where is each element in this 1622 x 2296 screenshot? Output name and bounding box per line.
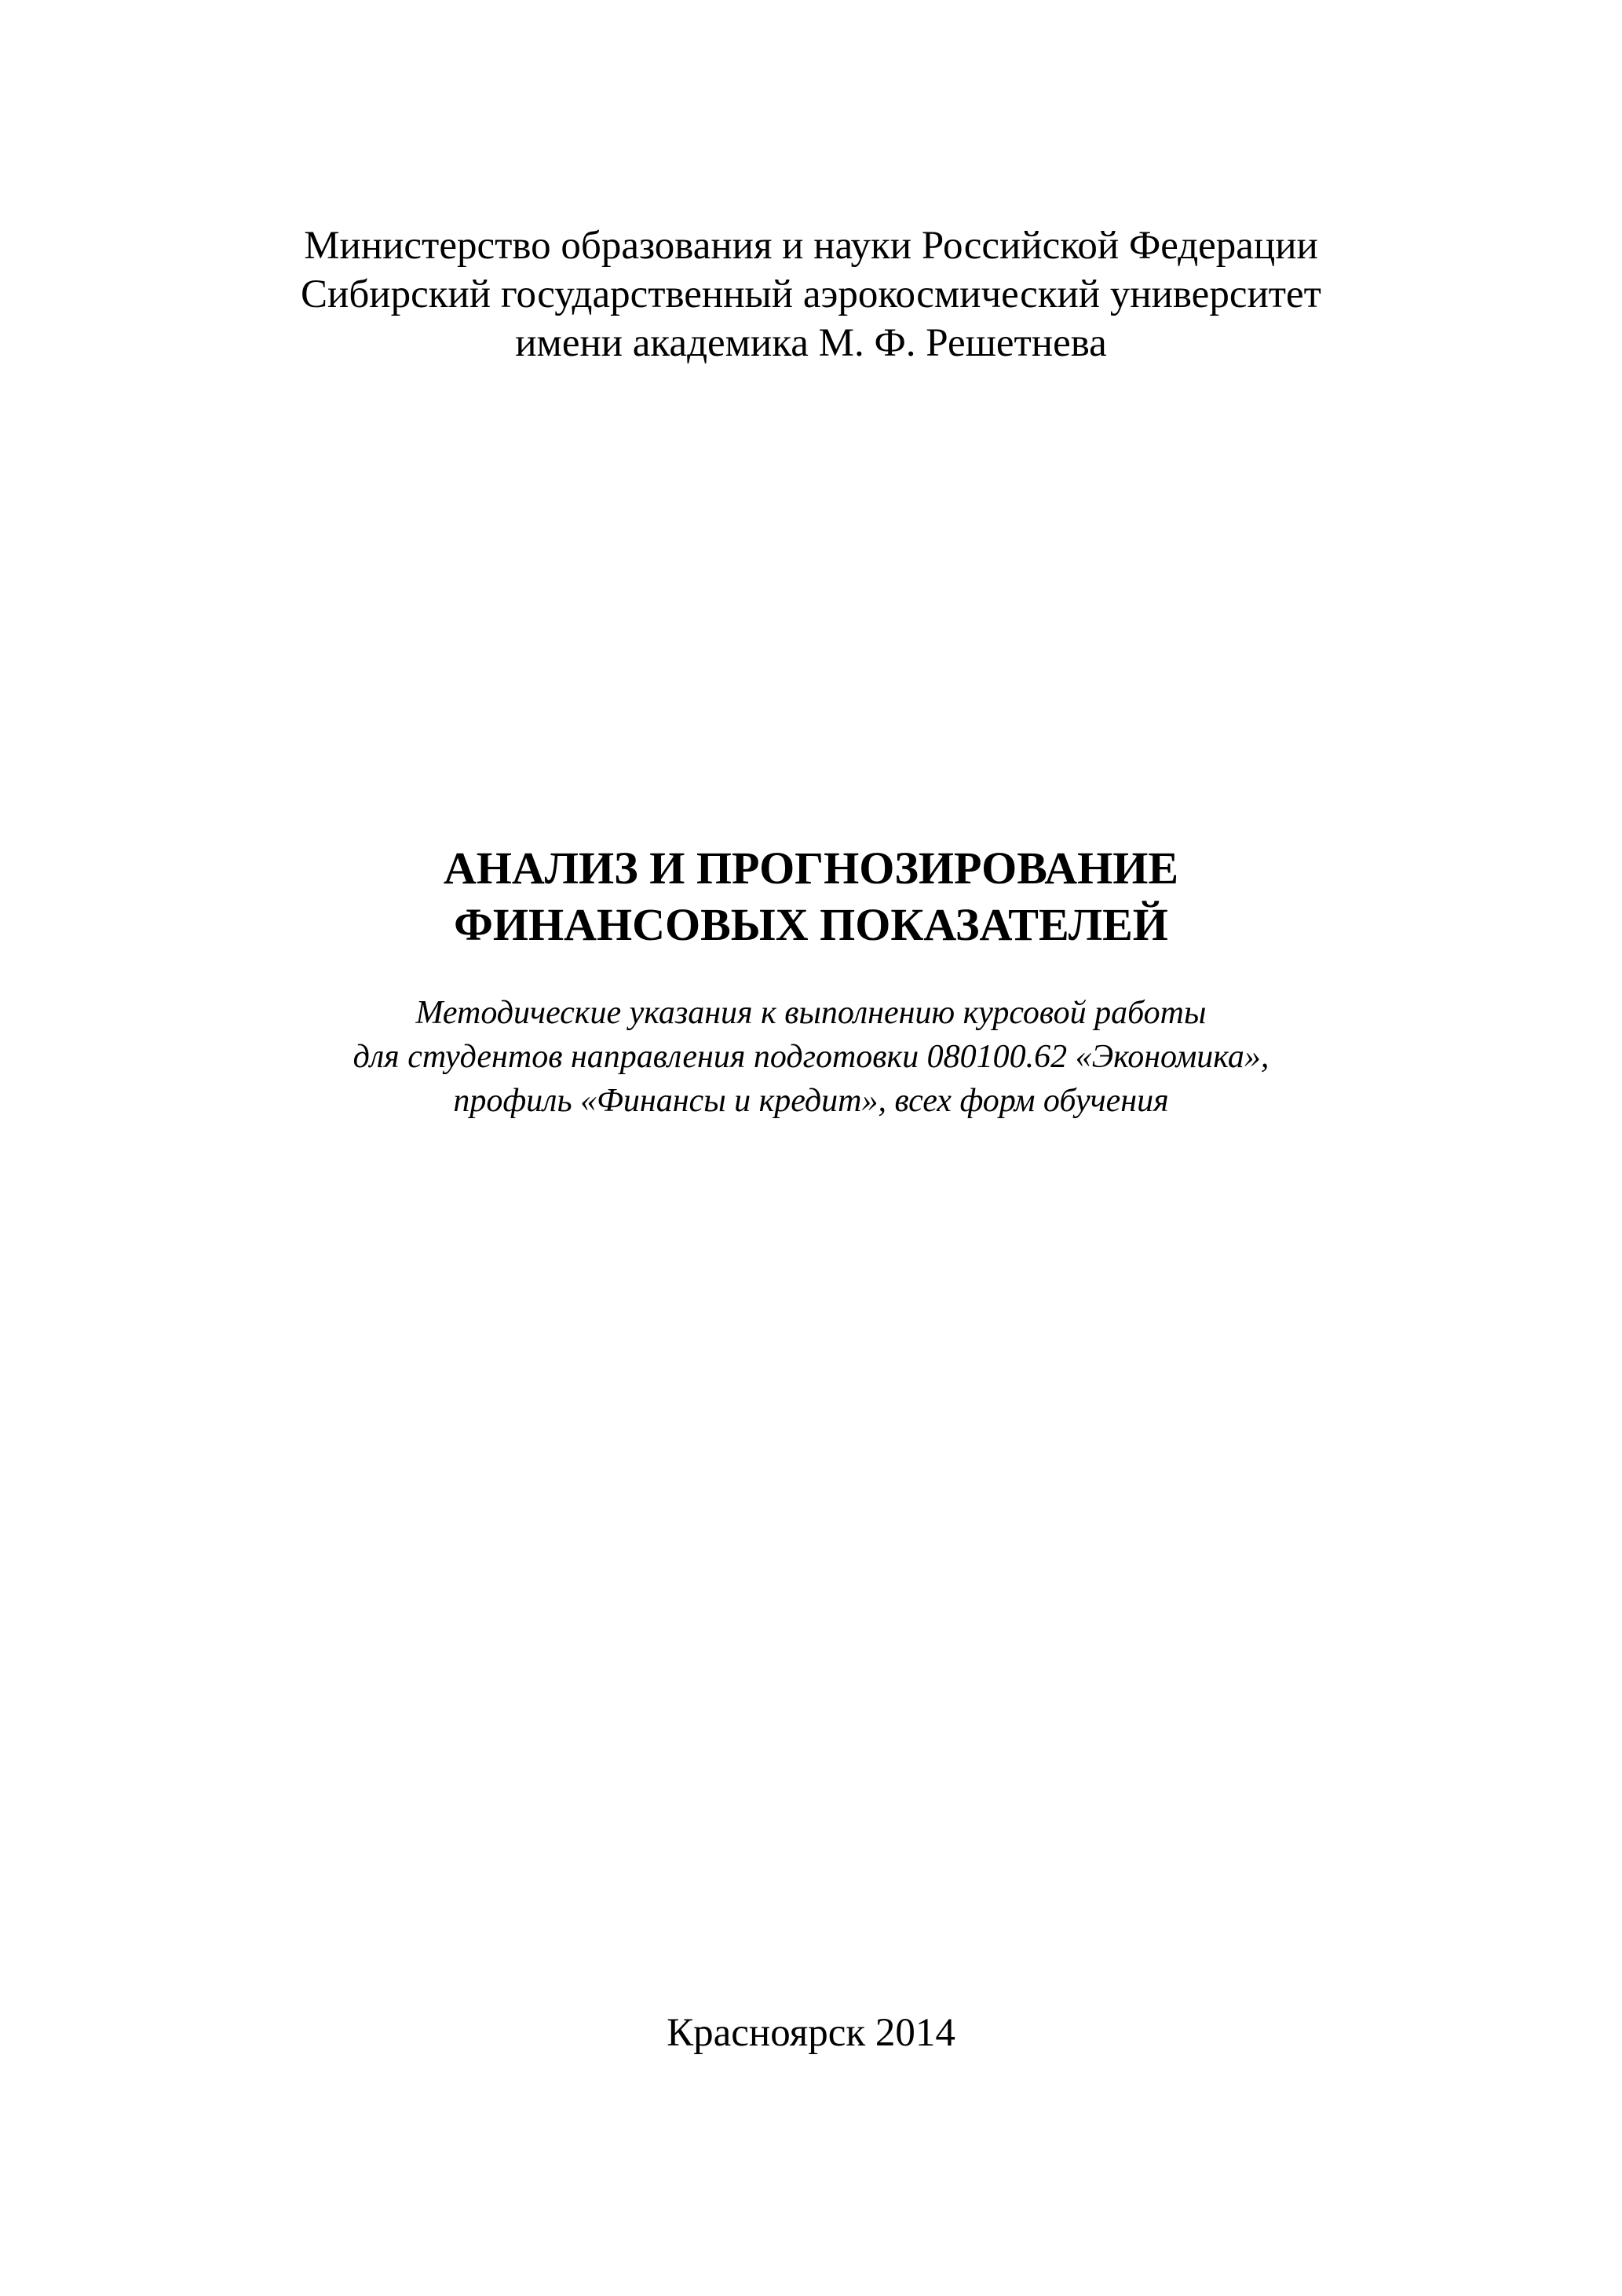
title-line-2: ФИНАНСОВЫХ ПОКАЗАТЕЛЕЙ — [454, 899, 1168, 950]
city-year-footer — [0, 2009, 1622, 2057]
document-title — [0, 840, 1622, 953]
city-year: Красноярск 2014 — [667, 2011, 955, 2055]
title-line-1: АНАЛИЗ И ПРОГНОЗИРОВАНИЕ — [443, 843, 1179, 894]
document-subtitle — [0, 991, 1622, 1123]
institution-header — [0, 221, 1622, 367]
subtitle-line-1: Методические указания к выполнению курсовой работы — [415, 995, 1207, 1031]
ministry-line: Министерство образования и науки Российской Федерации — [304, 224, 1318, 268]
university-name-line: имени академика М. Ф. Решетнева — [515, 321, 1107, 365]
subtitle-line-2: для студентов направления подготовки 080100.62 «Экономика», — [353, 1039, 1269, 1075]
university-line: Сибирский государственный аэрокосмический университет — [301, 272, 1321, 316]
subtitle-line-3: профиль «Финансы и кредит», всех форм обучения — [453, 1083, 1169, 1119]
